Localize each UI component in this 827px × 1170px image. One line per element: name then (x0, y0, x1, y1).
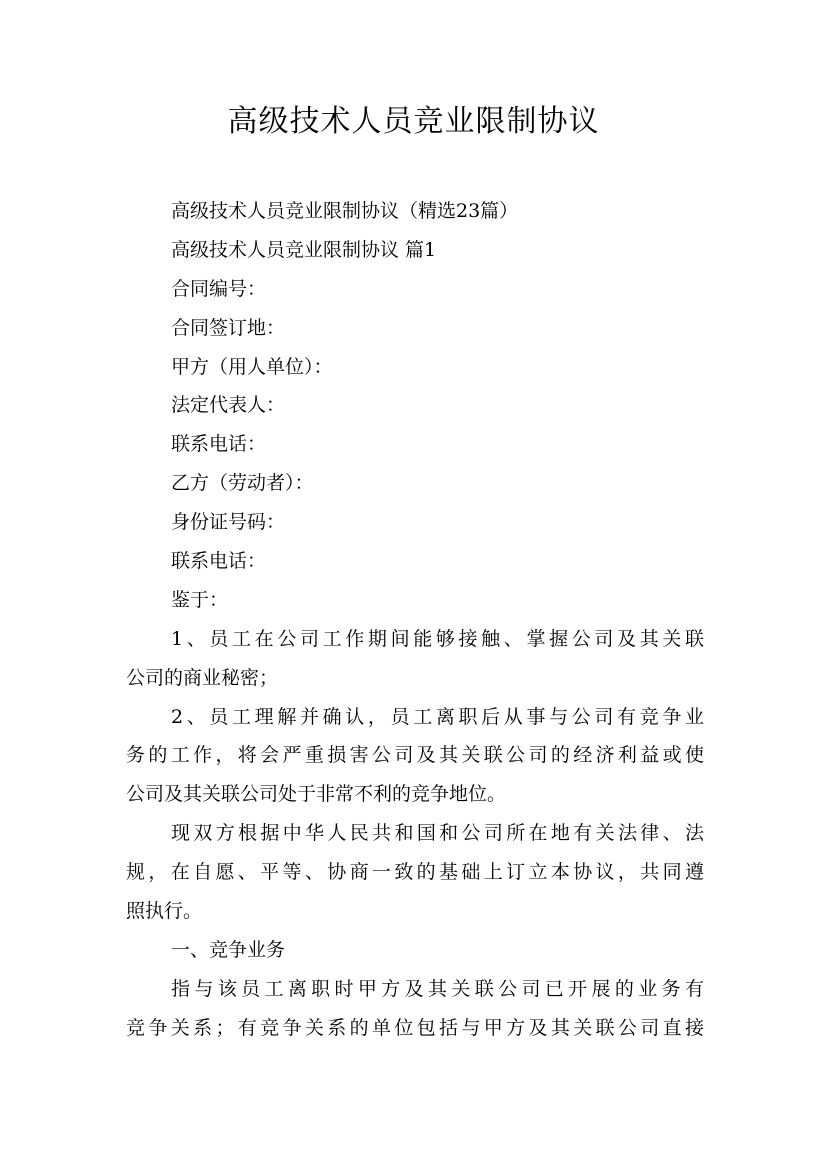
paragraph-line: 指与该员工离职时甲方及其关联公司已开展的业务有 (171, 977, 704, 1000)
paragraph-line: 务的工作，将会严重损害公司及其关联公司的经济利益或使 (126, 744, 704, 767)
paragraph-line: 竞争关系；有竞争关系的单位包括与甲方及其关联公司直接 (126, 1016, 704, 1039)
paragraph-line: 2、员工理解并确认，员工离职后从事与公司有竞争业 (171, 705, 704, 728)
paragraph-line: 公司的商业秘密； (126, 666, 279, 689)
paragraph-line: 1、员工在公司工作期间能够接触、掌握公司及其关联 (171, 627, 704, 650)
document-subtitle: 高级技术人员竞业限制协议（精选23篇） (171, 200, 519, 222)
party-a-phone-field: 联系电话： (171, 433, 267, 456)
paragraph-line: 现双方根据中华人民共和国和公司所在地有关法律、法 (171, 822, 704, 845)
document-body (126, 192, 704, 1048)
contract-number-field: 合同编号： (171, 277, 267, 300)
party-b-field: 乙方（劳动者）： (171, 472, 314, 495)
paragraph-line: 照执行。 (126, 900, 203, 923)
whereas-label: 鉴于： (171, 588, 229, 611)
party-b-phone-field: 联系电话： (171, 550, 267, 573)
legal-representative-field: 法定代表人： (171, 394, 286, 417)
id-number-field: 身份证号码： (171, 511, 286, 534)
paragraph-line: 规，在自愿、平等、协商一致的基础上订立本协议，共同遵 (126, 861, 704, 884)
signing-place-field: 合同签订地： (171, 316, 286, 339)
document-title: 高级技术人员竞业限制协议 (227, 104, 600, 139)
paragraph-line: 公司及其关联公司处于非常不利的竞争地位。 (126, 783, 507, 806)
section-heading: 高级技术人员竞业限制协议 篇1 (171, 238, 437, 261)
clause-heading: 一、竞争业务 (171, 938, 286, 961)
party-a-field: 甲方（用人单位）： (171, 355, 333, 378)
